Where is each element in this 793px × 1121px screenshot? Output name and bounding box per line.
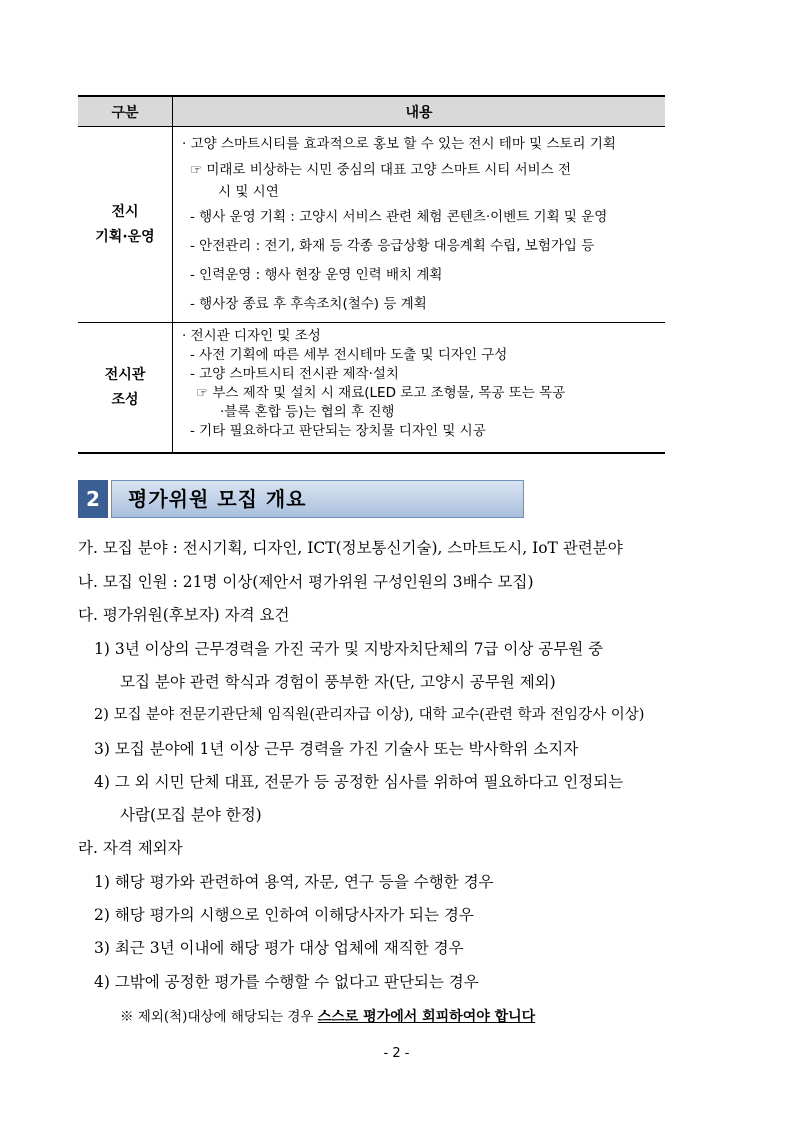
content-note: ☞ 부스 제작 및 설치 시 재료(LED 로고 조형물, 목공 또는 목공 xyxy=(196,385,566,401)
list-item-cont: 사람(모집 분야 한정) xyxy=(120,806,262,824)
table-category-cell xyxy=(78,323,173,454)
content-line: - 기타 필요하다고 판단되는 장치물 디자인 및 시공 xyxy=(190,423,486,439)
list-item: 4) 그밖에 공정한 평가를 수행할 수 없다고 판단되는 경우 xyxy=(94,973,479,991)
table-content-cell xyxy=(173,323,666,454)
paragraph-na: 나. 모집 인원 : 21명 이상(제안서 평가위원 구성인원의 3배수 모집) xyxy=(78,573,534,591)
table-category-cell xyxy=(78,127,173,323)
category-label: 전시관 xyxy=(104,367,146,383)
section-title: 평가위원 모집 개요 xyxy=(128,487,307,511)
list-item: 1) 3년 이상의 근무경력을 가진 국가 및 지방자치단체의 7급 이상 공무원 중 xyxy=(94,640,604,658)
note-text-cont: 시 및 시연 xyxy=(218,184,279,200)
page-number: - 2 - xyxy=(383,1046,410,1061)
note-emphasis: 스스로 평가에서 회피하여야 합니다 xyxy=(317,1009,536,1025)
table-row xyxy=(78,127,665,323)
category-label: 조성 xyxy=(111,391,139,408)
content-line: · 전시관 디자인 및 조성 xyxy=(182,328,321,344)
list-item: 4) 그 외 시민 단체 대표, 전문가 등 공정한 심사를 위하여 필요하다고 인정되는 xyxy=(94,773,624,791)
note-text: ☞ 미래로 비상하는 시민 중심의 대표 고양 스마트 시티 서비스 전 xyxy=(190,162,572,178)
content-line: - 인력운영 : 행사 현장 운영 인력 배치 계획 xyxy=(190,267,443,283)
list-item: 3) 모집 분야에 1년 이상 근무 경력을 가진 기술사 또는 박사학위 소지자 xyxy=(94,740,579,758)
overview-table xyxy=(78,95,665,454)
paragraph-da: 다. 평가위원(후보자) 자격 요건 xyxy=(78,606,290,624)
table-header-content: 내용 xyxy=(173,96,666,127)
category-label: 기획·운영 xyxy=(95,228,155,245)
content-line: - 안전관리 : 전기, 화재 등 각종 응급상황 대응계획 수립, 보험가입 등 xyxy=(190,238,595,254)
table-header-category: 구분 xyxy=(78,96,173,127)
section-number: 2 xyxy=(78,480,108,518)
content-line: · 고양 스마트시티를 효과적으로 홍보 할 수 있는 전시 테마 및 스토리 기획 xyxy=(182,136,616,152)
content-line: - 행사 운영 기획 : 고양시 서비스 관련 체험 콘텐츠·이벤트 기획 및 운영 xyxy=(190,209,608,225)
content-line: - 행사장 종료 후 후속조치(철수) 등 계획 xyxy=(190,296,427,312)
list-item-cont: 모집 분야 관련 학식과 경험이 풍부한 자(단, 고양시 공무원 제외) xyxy=(120,673,556,691)
category-label: 전시 xyxy=(111,204,139,220)
list-item: 2) 모집 분야 전문기관단체 임직원(관리자급 이상), 대학 교수(관련 학과 전임강사 이상) xyxy=(94,707,645,723)
note-prefix: ※ 제외(척)대상에 해당되는 경우 xyxy=(120,1009,318,1025)
content-note-cont: ·블록 혼합 등)는 협의 후 진행 xyxy=(220,404,395,420)
table-content-cell xyxy=(173,127,666,323)
exclusion-note xyxy=(120,1005,535,1026)
list-item: 1) 해당 평가와 관련하여 용역, 자문, 연구 등을 수행한 경우 xyxy=(94,873,494,891)
content-line: - 사전 기획에 따른 세부 전시테마 도출 및 디자인 구성 xyxy=(190,347,508,363)
list-item: 2) 해당 평가의 시행으로 인하여 이해당사자가 되는 경우 xyxy=(94,906,474,924)
content-note xyxy=(182,157,664,203)
list-item: 3) 최근 3년 이내에 해당 평가 대상 업체에 재직한 경우 xyxy=(94,939,464,957)
paragraph-ga: 가. 모집 분야 : 전시기획, 디자인, ICT(정보통신기술), 스마트도시, IoT 관련분야 xyxy=(78,539,623,557)
table-row xyxy=(78,323,665,454)
content-line: - 고양 스마트시티 전시관 제작·설치 xyxy=(190,366,399,382)
section-heading xyxy=(78,480,524,518)
paragraph-ra: 라. 자격 제외자 xyxy=(78,839,183,857)
